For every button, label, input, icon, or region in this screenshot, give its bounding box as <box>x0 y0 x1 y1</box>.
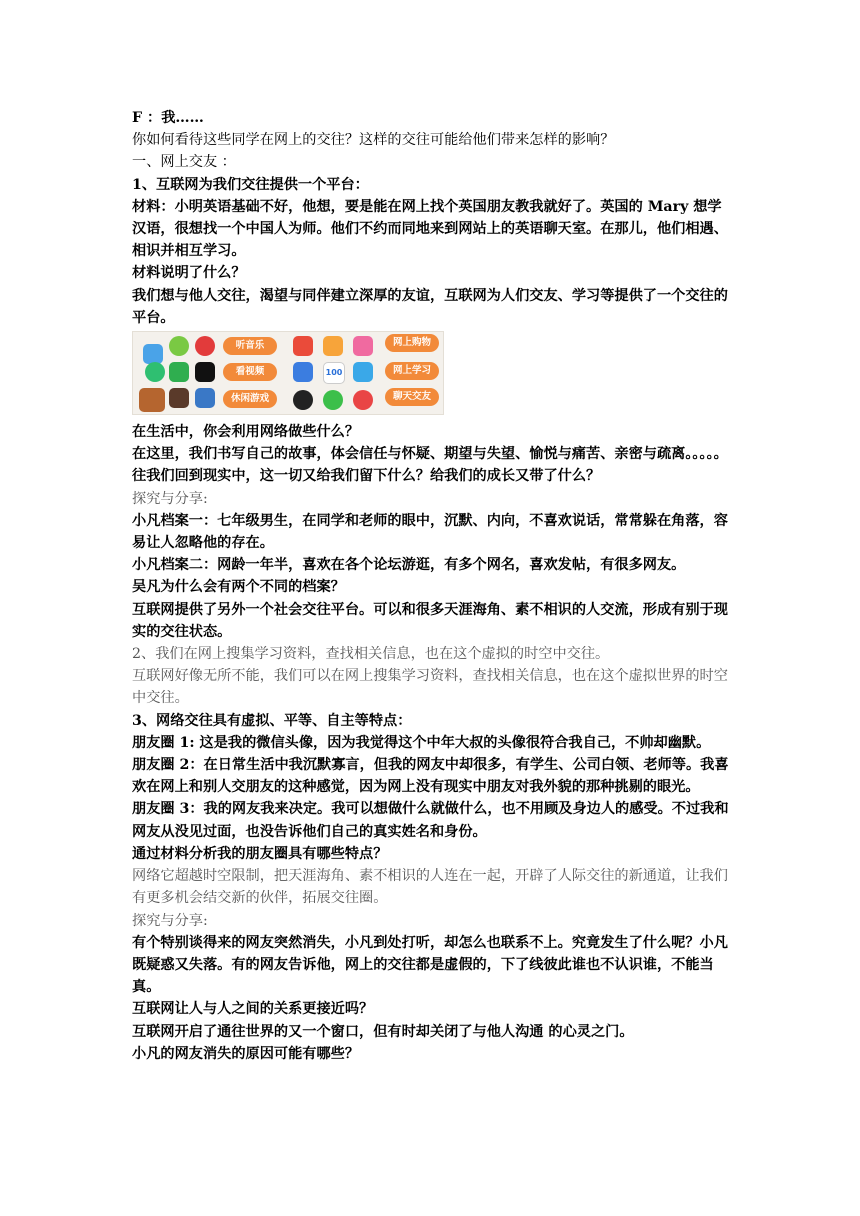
app-icon <box>323 390 343 410</box>
subheading-1: 1、互联网为我们交往提供一个平台： <box>132 176 369 193</box>
app-icon <box>195 388 215 408</box>
answer-paragraph: 我们想与他人交往，渴望与同伴建立深厚的友谊，互联网为人们交友、学习等提供了一个交往的平台。 <box>132 287 728 326</box>
app-icon <box>293 390 313 410</box>
story-paragraph: 在这里，我们书写自己的故事，体会信任与怀疑、期望与失望、愉悦与痛苦、亲密与疏离。。。。。往我们回到现实中，这一切又给我们留下什么？给我们的成长又带了什么？ <box>132 446 728 485</box>
dialog-line: F ：我…… <box>132 110 204 126</box>
tag-online-learning: 网上学习 <box>385 362 439 380</box>
subheading-3: 3、网络交往具有虚拟、平等、自主等特点： <box>132 712 412 729</box>
question-material: 材料说明了什么？ <box>132 265 246 282</box>
app-icon <box>293 336 313 356</box>
profile-two: 小凡档案二：网龄一年半，喜欢在各个论坛游逛，有多个网名，喜欢发帖，有很多网友。 <box>132 557 686 574</box>
question-reasons: 小凡的网友消失的原因可能有哪些？ <box>132 1045 360 1062</box>
tag-watch-video: 看视频 <box>223 363 277 381</box>
app-icon <box>145 362 165 382</box>
moments-3: 朋友圈 3：我的网友我来决定。我可以想做什么就做什么，也不用顾及身边人的感受。不过我和网友从没见过面，也没告诉他们自己的真实姓名和身份。 <box>132 801 729 840</box>
answer-internet: 互联网好像无所不能，我们可以在网上搜集学习资料，查找相关信息，也在这个虚拟世界的时空中交往。 <box>132 668 728 707</box>
explore-label: 探究与分享: <box>132 490 208 507</box>
answer-platform: 互联网提供了另外一个社会交往平台。可以和很多天涯海角、素不相识的人交流，形成有别于现实的交往状态。 <box>132 601 728 640</box>
question-closer: 互联网让人与人之间的关系更接近吗？ <box>132 1001 374 1018</box>
material-paragraph: 材料：小明英语基础不好，他想，要是能在网上找个英国朋友教我就好了。英国的 Mary 想学汉语，很想找一个中国人为师。他们不约而同地来到网站上的英语聊天室。在那儿，他们相遇、相识并相互学习。 <box>132 198 728 260</box>
document-page <box>132 107 732 1065</box>
tag-chat-friends: 聊天交友 <box>385 388 439 406</box>
app-icon <box>143 344 163 364</box>
moments-1: 朋友圈 1: 这是我的微信头像，因为我觉得这个中年大叔的头像很符合我自己，不帅却幽默。 <box>132 734 711 751</box>
subheading-2: 2、我们在网上搜集学习资料，查找相关信息，也在这个虚拟的时空中交往。 <box>132 646 610 663</box>
question-profiles: 吴凡为什么会有两个不同的档案？ <box>132 579 345 596</box>
section-heading: 一、网上交友 ： <box>132 154 236 171</box>
explore-label-2: 探究与分享: <box>132 912 208 929</box>
answer-window: 互联网开启了通往世界的又一个窗口，但有时却关闭了与他人沟通 的心灵之门。 <box>132 1023 634 1040</box>
app-icon <box>169 388 189 408</box>
app-icon <box>353 362 373 382</box>
app-icon <box>353 390 373 410</box>
app-icon <box>293 362 313 382</box>
story-disappear: 有个特别谈得来的网友突然消失，小凡到处打听，却怎么也联系不上。究竟发生了什么呢？小凡既疑惑又失落。有的网友告诉他，网上的交往都是虚假的，下了线彼此谁也不认识谁，不能当真。 <box>132 934 728 996</box>
question-line: 你如何看待这些同学在网上的交往？这样的交往可能给他们带来怎样的影响？ <box>132 132 615 149</box>
app-icon <box>169 362 189 382</box>
answer-features: 网络它超越时空限制，把天涯海角、素不相识的人连在一起，开辟了人际交往的新通道，让我们有更多机会结交新的伙伴，拓展交往圈。 <box>132 868 728 907</box>
moments-2: 朋友圈 2：在日常生活中我沉默寡言，但我的网友中却很多，有学生、公司白领、老师等。我喜欢在网上和别人交朋友的这种感觉，因为网上没有现实中朋友对我外貌的那种挑剔的眼光。 <box>132 757 729 796</box>
app-icon <box>139 388 165 412</box>
profile-one: 小凡档案一：七年级男生，在同学和老师的眼中，沉默、内向，不喜欢说话，常常躲在角落，容易让人忽略他的存在。 <box>132 512 728 552</box>
tag-online-shopping: 网上购物 <box>385 334 439 352</box>
app-icon <box>195 362 215 382</box>
app-icon <box>323 336 343 356</box>
question-life: 在生活中，你会利用网络做些什么？ <box>132 424 360 441</box>
apps-illustration <box>132 331 444 415</box>
tag-casual-games: 休闲游戏 <box>223 390 277 408</box>
question-features: 通过材料分析我的朋友圈具有哪些特点？ <box>132 845 388 862</box>
app-icon <box>169 336 189 356</box>
app-icon <box>195 336 215 356</box>
app-icon <box>353 336 373 356</box>
app-icon: 100 <box>323 362 345 384</box>
tag-listen-music: 听音乐 <box>223 337 277 355</box>
